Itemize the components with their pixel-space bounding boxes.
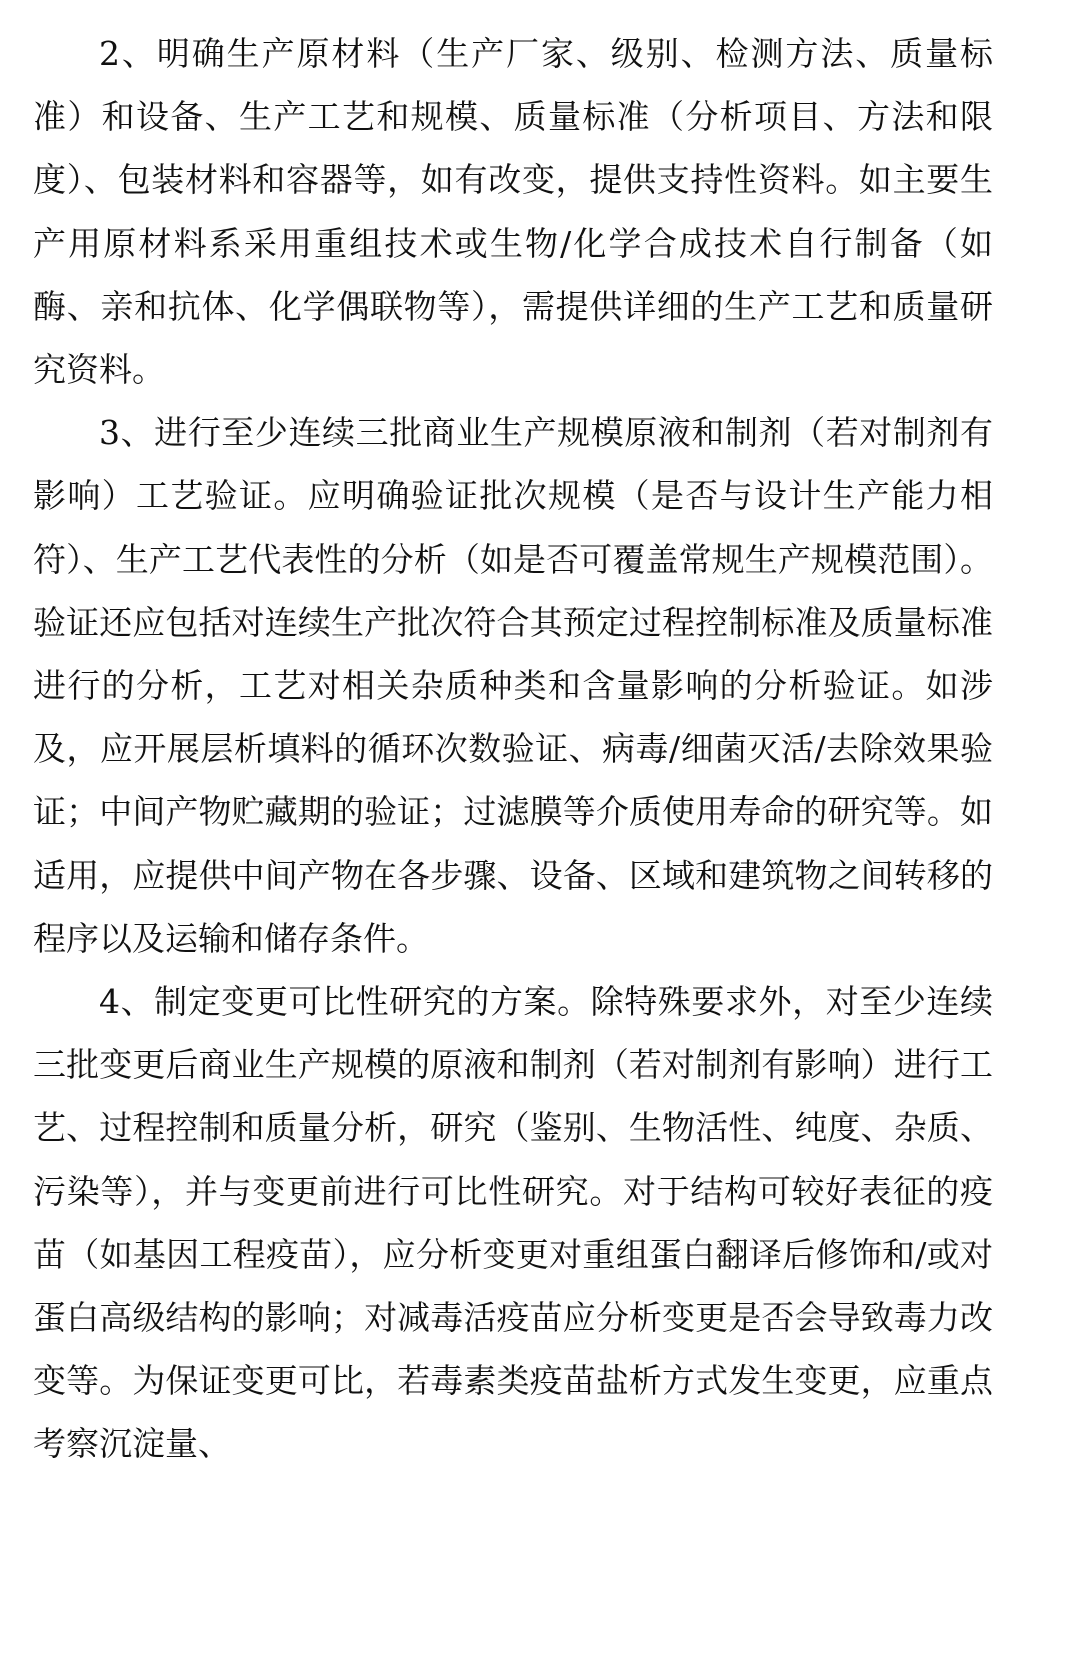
document-body (33, 22, 993, 1476)
paragraph-item-2: 2、明确生产原材料（生产厂家、级别、检测方法、质量标准）和设备、生产工艺和规模、质量标准（分析项目、方法和限度）、包装材料和容器等，如有改变，提供支持性资料。如主要生产用原材料系采用重组技术或生物/化学合成技术自行制备（如酶、亲和抗体、化学偶联物等），需提供详细的生产工艺和质量研究资料。 (33, 34, 993, 390)
paragraph-item-3: 3、进行至少连续三批商业生产规模原液和制剂（若对制剂有影响）工艺验证。应明确验证批次规模（是否与设计生产能力相符）、生产工艺代表性的分析（如是否可覆盖常规生产规模范围）。验证还应包括对连续生产批次符合其预定过程控制标准及质量标准进行的分析，工艺对相关杂质种类和含量影响的分析验证。如涉及，应开展层析填料的循环次数验证、病毒/细菌灭活/去除效果验证；中间产物贮藏期的验证；过滤膜等介质使用寿命的研究等。如适用，应提供中间产物在各步骤、设备、区域和建筑物之间转移的程序以及运输和储存条件。 (33, 413, 993, 958)
paragraph-item-4: 4、制定变更可比性研究的方案。除特殊要求外，对至少连续三批变更后商业生产规模的原液和制剂（若对制剂有影响）进行工艺、过程控制和质量分析，研究（鉴别、生物活性、纯度、杂质、污染等），并与变更前进行可比性研究。对于结构可较好表征的疫苗（如基因工程疫苗），应分析变更对重组蛋白翻译后修饰和/或对蛋白高级结构的影响；对减毒活疫苗应分析变更是否会导致毒力改变等。为保证变更可比，若毒素类疫苗盐析方式发生变更，应重点考察沉淀量、 (33, 982, 993, 1464)
